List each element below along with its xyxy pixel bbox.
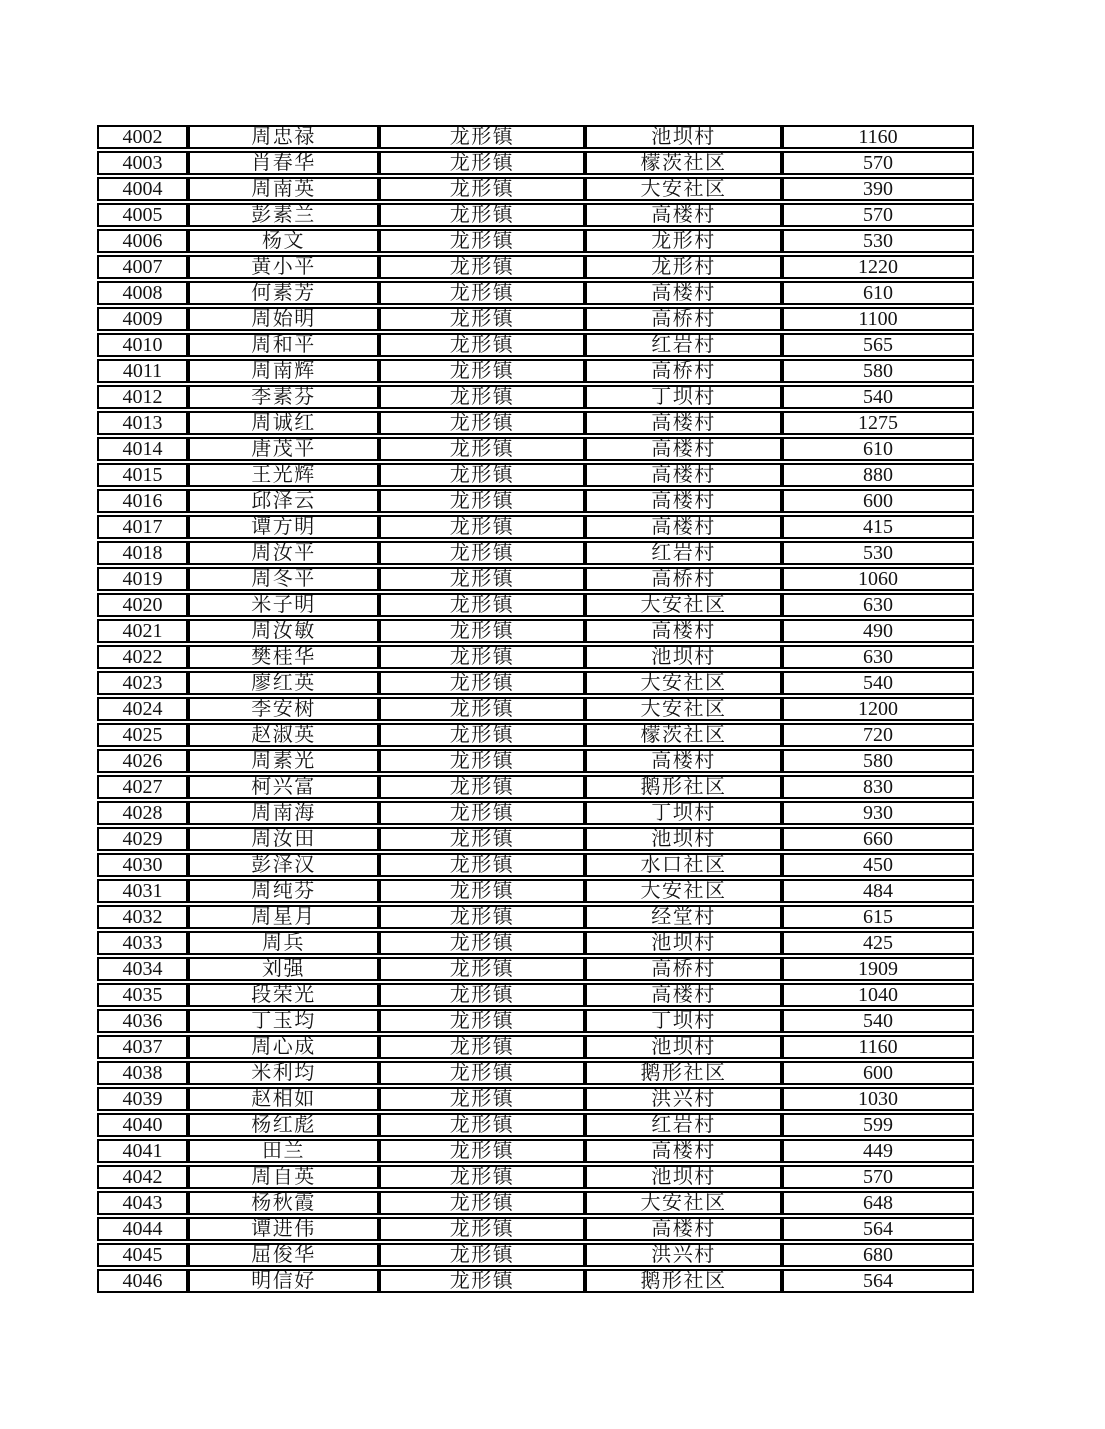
table-cell-town: 龙形镇 — [379, 125, 585, 149]
table-cell-town: 龙形镇 — [379, 437, 585, 461]
table-cell-village: 大安社区 — [585, 1191, 782, 1215]
table-cell-amount: 830 — [782, 775, 974, 799]
table-cell-town: 龙形镇 — [379, 957, 585, 981]
table-row — [97, 749, 974, 773]
table-cell-town: 龙形镇 — [379, 385, 585, 409]
table-cell-id: 4014 — [97, 437, 188, 461]
table-cell-village: 池坝村 — [585, 1165, 782, 1189]
table-cell-amount: 530 — [782, 229, 974, 253]
table-cell-town: 龙形镇 — [379, 567, 585, 591]
table-cell-village: 池坝村 — [585, 931, 782, 955]
table-cell-amount: 564 — [782, 1269, 974, 1293]
table-cell-name: 周素光 — [188, 749, 379, 773]
table-cell-amount: 610 — [782, 281, 974, 305]
table-cell-id: 4015 — [97, 463, 188, 487]
table-cell-village: 高桥村 — [585, 359, 782, 383]
table-cell-name: 赵淑英 — [188, 723, 379, 747]
table-cell-amount: 1200 — [782, 697, 974, 721]
table-row — [97, 541, 974, 565]
table-cell-town: 龙形镇 — [379, 879, 585, 903]
table-cell-village: 丁坝村 — [585, 801, 782, 825]
table-cell-name: 周始明 — [188, 307, 379, 331]
table-row — [97, 281, 974, 305]
table-cell-village: 洪兴村 — [585, 1243, 782, 1267]
table-row — [97, 879, 974, 903]
table-row — [97, 957, 974, 981]
table-row — [97, 307, 974, 331]
table-cell-amount: 600 — [782, 489, 974, 513]
table-row — [97, 983, 974, 1007]
table-row — [97, 385, 974, 409]
table-cell-town: 龙形镇 — [379, 1191, 585, 1215]
table-cell-town: 龙形镇 — [379, 697, 585, 721]
table-cell-name: 杨秋霞 — [188, 1191, 379, 1215]
table-cell-town: 龙形镇 — [379, 1035, 585, 1059]
table-cell-name: 周汝田 — [188, 827, 379, 851]
table-cell-name: 杨文 — [188, 229, 379, 253]
table-cell-id: 4044 — [97, 1217, 188, 1241]
table-body — [97, 125, 974, 1293]
table-cell-id: 4025 — [97, 723, 188, 747]
table-cell-town: 龙形镇 — [379, 359, 585, 383]
table-cell-id: 4010 — [97, 333, 188, 357]
table-cell-amount: 1160 — [782, 1035, 974, 1059]
table-cell-amount: 615 — [782, 905, 974, 929]
table-row — [97, 827, 974, 851]
table-cell-amount: 930 — [782, 801, 974, 825]
table-cell-town: 龙形镇 — [379, 1269, 585, 1293]
table-cell-village: 龙形村 — [585, 255, 782, 279]
table-row — [97, 151, 974, 175]
table-row — [97, 697, 974, 721]
table-cell-id: 4009 — [97, 307, 188, 331]
table-cell-name: 赵相如 — [188, 1087, 379, 1111]
table-cell-amount: 540 — [782, 385, 974, 409]
table-cell-amount: 720 — [782, 723, 974, 747]
table-cell-name: 段荣光 — [188, 983, 379, 1007]
table-cell-amount: 580 — [782, 359, 974, 383]
table-cell-town: 龙形镇 — [379, 203, 585, 227]
table-cell-town: 龙形镇 — [379, 177, 585, 201]
table-cell-name: 何素芳 — [188, 281, 379, 305]
table-cell-id: 4016 — [97, 489, 188, 513]
table-cell-id: 4008 — [97, 281, 188, 305]
table-cell-town: 龙形镇 — [379, 1087, 585, 1111]
table-cell-village: 高楼村 — [585, 983, 782, 1007]
table-cell-id: 4018 — [97, 541, 188, 565]
table-cell-town: 龙形镇 — [379, 1061, 585, 1085]
table-cell-town: 龙形镇 — [379, 1165, 585, 1189]
table-cell-name: 屈俊华 — [188, 1243, 379, 1267]
table-cell-id: 4006 — [97, 229, 188, 253]
table-row — [97, 1035, 974, 1059]
table-row — [97, 1009, 974, 1033]
table-cell-name: 明信好 — [188, 1269, 379, 1293]
table-cell-id: 4028 — [97, 801, 188, 825]
table-cell-amount: 599 — [782, 1113, 974, 1137]
table-cell-amount: 630 — [782, 593, 974, 617]
table-cell-amount: 540 — [782, 1009, 974, 1033]
table-cell-village: 高楼村 — [585, 489, 782, 513]
table-cell-name: 彭素兰 — [188, 203, 379, 227]
table-cell-village: 红岩村 — [585, 1113, 782, 1137]
table-cell-amount: 610 — [782, 437, 974, 461]
table-row — [97, 1113, 974, 1137]
table-row — [97, 203, 974, 227]
table-cell-name: 肖春华 — [188, 151, 379, 175]
table-cell-amount: 648 — [782, 1191, 974, 1215]
table-cell-town: 龙形镇 — [379, 1243, 585, 1267]
table-cell-name: 邱泽云 — [188, 489, 379, 513]
document-table — [97, 123, 974, 1295]
table-cell-town: 龙形镇 — [379, 593, 585, 617]
table-row — [97, 359, 974, 383]
table-cell-name: 周忠禄 — [188, 125, 379, 149]
table-cell-village: 高楼村 — [585, 463, 782, 487]
table-cell-id: 4012 — [97, 385, 188, 409]
table-cell-town: 龙形镇 — [379, 775, 585, 799]
table-cell-town: 龙形镇 — [379, 515, 585, 539]
table-cell-name: 谭进伟 — [188, 1217, 379, 1241]
table-cell-village: 池坝村 — [585, 645, 782, 669]
table-cell-amount: 1040 — [782, 983, 974, 1007]
table-cell-id: 4033 — [97, 931, 188, 955]
table-cell-town: 龙形镇 — [379, 723, 585, 747]
table-cell-amount: 450 — [782, 853, 974, 877]
table-cell-id: 4039 — [97, 1087, 188, 1111]
table-cell-name: 米利均 — [188, 1061, 379, 1085]
table-cell-name: 周和平 — [188, 333, 379, 357]
table-cell-village: 鹅形社区 — [585, 1269, 782, 1293]
table-row — [97, 619, 974, 643]
table-cell-id: 4037 — [97, 1035, 188, 1059]
table-cell-village: 大安社区 — [585, 671, 782, 695]
table-cell-amount: 540 — [782, 671, 974, 695]
table-row — [97, 931, 974, 955]
table-cell-id: 4011 — [97, 359, 188, 383]
table-cell-name: 周汝敏 — [188, 619, 379, 643]
table-cell-village: 池坝村 — [585, 1035, 782, 1059]
table-cell-id: 4019 — [97, 567, 188, 591]
table-cell-town: 龙形镇 — [379, 801, 585, 825]
table-cell-village: 高楼村 — [585, 1217, 782, 1241]
table-cell-town: 龙形镇 — [379, 1217, 585, 1241]
table-cell-id: 4027 — [97, 775, 188, 799]
table-cell-village: 大安社区 — [585, 879, 782, 903]
table-cell-amount: 570 — [782, 1165, 974, 1189]
table-cell-name: 周南英 — [188, 177, 379, 201]
table-cell-village: 檬茨社区 — [585, 723, 782, 747]
table-cell-id: 4020 — [97, 593, 188, 617]
table-row — [97, 229, 974, 253]
table-cell-town: 龙形镇 — [379, 281, 585, 305]
table-cell-name: 周纯芬 — [188, 879, 379, 903]
table-cell-id: 4004 — [97, 177, 188, 201]
table-row — [97, 177, 974, 201]
table-cell-town: 龙形镇 — [379, 749, 585, 773]
table-cell-amount: 1220 — [782, 255, 974, 279]
table-cell-village: 高楼村 — [585, 1139, 782, 1163]
table-row — [97, 905, 974, 929]
table-row — [97, 333, 974, 357]
table-cell-name: 周冬平 — [188, 567, 379, 591]
table-cell-village: 龙形村 — [585, 229, 782, 253]
table-cell-id: 4002 — [97, 125, 188, 149]
table-cell-id: 4007 — [97, 255, 188, 279]
table-cell-village: 池坝村 — [585, 827, 782, 851]
table-row — [97, 1139, 974, 1163]
table-cell-name: 唐茂平 — [188, 437, 379, 461]
table-cell-id: 4026 — [97, 749, 188, 773]
table-cell-village: 鹅形社区 — [585, 1061, 782, 1085]
table-cell-id: 4046 — [97, 1269, 188, 1293]
table-cell-amount: 490 — [782, 619, 974, 643]
table-cell-name: 周汝平 — [188, 541, 379, 565]
table-cell-amount: 1160 — [782, 125, 974, 149]
table-cell-id: 4036 — [97, 1009, 188, 1033]
table-cell-town: 龙形镇 — [379, 931, 585, 955]
table-cell-village: 大安社区 — [585, 177, 782, 201]
table-row — [97, 463, 974, 487]
table-cell-village: 檬茨社区 — [585, 151, 782, 175]
table-cell-amount: 1100 — [782, 307, 974, 331]
table-cell-town: 龙形镇 — [379, 255, 585, 279]
table-cell-id: 4045 — [97, 1243, 188, 1267]
table-cell-amount: 484 — [782, 879, 974, 903]
table-cell-town: 龙形镇 — [379, 983, 585, 1007]
table-cell-town: 龙形镇 — [379, 1113, 585, 1137]
table-cell-village: 高楼村 — [585, 515, 782, 539]
table-cell-village: 大安社区 — [585, 697, 782, 721]
table-cell-name: 谭方明 — [188, 515, 379, 539]
table-cell-amount: 630 — [782, 645, 974, 669]
table-cell-town: 龙形镇 — [379, 151, 585, 175]
table-cell-village: 红岩村 — [585, 541, 782, 565]
table-cell-amount: 880 — [782, 463, 974, 487]
table-row — [97, 853, 974, 877]
table-cell-id: 4042 — [97, 1165, 188, 1189]
table-cell-amount: 564 — [782, 1217, 974, 1241]
table-cell-name: 周南海 — [188, 801, 379, 825]
table-cell-village: 丁坝村 — [585, 1009, 782, 1033]
table-cell-town: 龙形镇 — [379, 229, 585, 253]
table-cell-village: 高楼村 — [585, 437, 782, 461]
table-cell-town: 龙形镇 — [379, 827, 585, 851]
table-cell-name: 樊桂华 — [188, 645, 379, 669]
table-cell-id: 4038 — [97, 1061, 188, 1085]
table-cell-id: 4022 — [97, 645, 188, 669]
table-cell-village: 鹅形社区 — [585, 775, 782, 799]
table-cell-village: 经堂村 — [585, 905, 782, 929]
table-cell-name: 田兰 — [188, 1139, 379, 1163]
table-row — [97, 437, 974, 461]
table-cell-name: 李安树 — [188, 697, 379, 721]
table-cell-village: 水口社区 — [585, 853, 782, 877]
table-cell-amount: 425 — [782, 931, 974, 955]
table-cell-village: 丁坝村 — [585, 385, 782, 409]
table-cell-id: 4034 — [97, 957, 188, 981]
table-cell-amount: 1275 — [782, 411, 974, 435]
table-cell-amount: 580 — [782, 749, 974, 773]
table-cell-town: 龙形镇 — [379, 853, 585, 877]
table-cell-name: 周心成 — [188, 1035, 379, 1059]
table-cell-id: 4023 — [97, 671, 188, 695]
table-cell-id: 4041 — [97, 1139, 188, 1163]
table-row — [97, 723, 974, 747]
table-cell-village: 洪兴村 — [585, 1087, 782, 1111]
table-row — [97, 125, 974, 149]
table-row — [97, 255, 974, 279]
table-cell-name: 丁玉均 — [188, 1009, 379, 1033]
table-cell-village: 高楼村 — [585, 749, 782, 773]
table-row — [97, 1269, 974, 1293]
table-cell-id: 4021 — [97, 619, 188, 643]
table-cell-village: 高桥村 — [585, 957, 782, 981]
table-cell-id: 4035 — [97, 983, 188, 1007]
table-cell-village: 高楼村 — [585, 619, 782, 643]
table-cell-name: 周诚红 — [188, 411, 379, 435]
table-row — [97, 1061, 974, 1085]
table-cell-name: 王光辉 — [188, 463, 379, 487]
table-cell-amount: 1030 — [782, 1087, 974, 1111]
table-cell-id: 4032 — [97, 905, 188, 929]
table-cell-village: 高桥村 — [585, 567, 782, 591]
table-cell-village: 高桥村 — [585, 307, 782, 331]
table-row — [97, 489, 974, 513]
table-cell-amount: 415 — [782, 515, 974, 539]
table-cell-id: 4040 — [97, 1113, 188, 1137]
table-cell-town: 龙形镇 — [379, 333, 585, 357]
table-cell-amount: 570 — [782, 203, 974, 227]
table-row — [97, 1087, 974, 1111]
table-row — [97, 775, 974, 799]
table-cell-name: 柯兴富 — [188, 775, 379, 799]
table-row — [97, 593, 974, 617]
table-cell-name: 周南辉 — [188, 359, 379, 383]
table-row — [97, 1191, 974, 1215]
table-cell-village: 高楼村 — [585, 281, 782, 305]
table-row — [97, 515, 974, 539]
table-cell-town: 龙形镇 — [379, 905, 585, 929]
table-cell-amount: 565 — [782, 333, 974, 357]
table-cell-name: 周兵 — [188, 931, 379, 955]
table-cell-id: 4005 — [97, 203, 188, 227]
table-cell-amount: 660 — [782, 827, 974, 851]
table-cell-id: 4043 — [97, 1191, 188, 1215]
table-cell-town: 龙形镇 — [379, 619, 585, 643]
table-cell-amount: 390 — [782, 177, 974, 201]
table-cell-id: 4030 — [97, 853, 188, 877]
table-cell-village: 池坝村 — [585, 125, 782, 149]
table-cell-name: 黄小平 — [188, 255, 379, 279]
table-cell-town: 龙形镇 — [379, 541, 585, 565]
table-cell-town: 龙形镇 — [379, 671, 585, 695]
table-cell-amount: 449 — [782, 1139, 974, 1163]
table-cell-town: 龙形镇 — [379, 645, 585, 669]
table-cell-town: 龙形镇 — [379, 307, 585, 331]
table-row — [97, 411, 974, 435]
table-cell-name: 彭泽汉 — [188, 853, 379, 877]
table-cell-town: 龙形镇 — [379, 411, 585, 435]
table-row — [97, 1243, 974, 1267]
table-cell-name: 杨红彪 — [188, 1113, 379, 1137]
table-cell-village: 高楼村 — [585, 203, 782, 227]
table-cell-name: 李素芬 — [188, 385, 379, 409]
table-row — [97, 567, 974, 591]
table-cell-town: 龙形镇 — [379, 1009, 585, 1033]
table-cell-village: 大安社区 — [585, 593, 782, 617]
table-cell-amount: 1060 — [782, 567, 974, 591]
table-cell-town: 龙形镇 — [379, 1139, 585, 1163]
table-cell-name: 廖红英 — [188, 671, 379, 695]
table-cell-name: 刘强 — [188, 957, 379, 981]
table-cell-amount: 570 — [782, 151, 974, 175]
table-cell-village: 红岩村 — [585, 333, 782, 357]
table-row — [97, 1217, 974, 1241]
table-cell-name: 周自英 — [188, 1165, 379, 1189]
table-row — [97, 801, 974, 825]
table-row — [97, 1165, 974, 1189]
table-cell-id: 4003 — [97, 151, 188, 175]
table-cell-amount: 680 — [782, 1243, 974, 1267]
table-cell-id: 4029 — [97, 827, 188, 851]
table-cell-id: 4017 — [97, 515, 188, 539]
table-row — [97, 645, 974, 669]
table-cell-id: 4013 — [97, 411, 188, 435]
table-cell-amount: 1909 — [782, 957, 974, 981]
table-cell-amount: 530 — [782, 541, 974, 565]
table-cell-amount: 600 — [782, 1061, 974, 1085]
table-cell-name: 周星月 — [188, 905, 379, 929]
table-cell-name: 米子明 — [188, 593, 379, 617]
table-cell-town: 龙形镇 — [379, 489, 585, 513]
table-row — [97, 671, 974, 695]
table-cell-town: 龙形镇 — [379, 463, 585, 487]
table-cell-village: 高楼村 — [585, 411, 782, 435]
table-cell-id: 4031 — [97, 879, 188, 903]
table-cell-id: 4024 — [97, 697, 188, 721]
